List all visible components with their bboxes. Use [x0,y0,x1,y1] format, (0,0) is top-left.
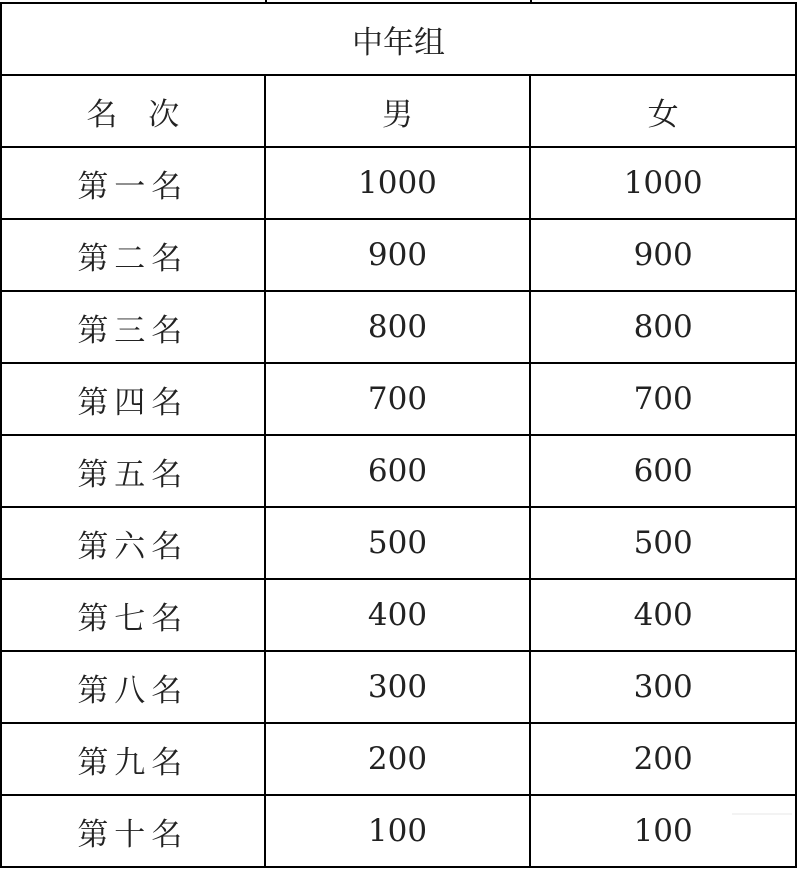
table-row [1,507,796,579]
male-value-cell: 800 [265,291,531,363]
rank-cell: 第九名 [1,723,265,795]
table-row [1,147,796,219]
male-value-cell: 400 [265,579,531,651]
rank-cell: 第十名 [1,795,265,867]
table-row [1,651,796,723]
group-title: 中年组 [1,3,796,75]
prize-table [0,2,797,868]
female-value-cell: 1000 [530,147,796,219]
header-row [1,75,796,147]
rank-cell: 第四名 [1,363,265,435]
rank-cell: 第六名 [1,507,265,579]
female-value-cell: 800 [530,291,796,363]
table-row [1,579,796,651]
female-value-cell: 900 [530,219,796,291]
table-row [1,795,796,867]
female-value-cell: 500 [530,507,796,579]
female-value-cell: 700 [530,363,796,435]
male-value-cell: 300 [265,651,531,723]
rank-cell: 第三名 [1,291,265,363]
male-value-cell: 600 [265,435,531,507]
table-row [1,435,796,507]
female-value-cell: 600 [530,435,796,507]
female-value-cell: 100 [530,795,796,867]
table-row [1,363,796,435]
female-value-cell: 200 [530,723,796,795]
male-value-cell: 1000 [265,147,531,219]
rank-cell: 第一名 [1,147,265,219]
male-value-cell: 700 [265,363,531,435]
rank-cell: 第八名 [1,651,265,723]
male-value-cell: 900 [265,219,531,291]
rank-cell: 第七名 [1,579,265,651]
female-value-cell: 300 [530,651,796,723]
header-rank: 名 次 [1,75,265,147]
table-row [1,219,796,291]
male-value-cell: 500 [265,507,531,579]
female-value-cell: 400 [530,579,796,651]
rank-cell: 第二名 [1,219,265,291]
rank-cell: 第五名 [1,435,265,507]
table-row [1,723,796,795]
male-value-cell: 200 [265,723,531,795]
faint-mark [732,813,792,815]
header-male: 男 [265,75,531,147]
group-title-row [1,3,796,75]
male-value-cell: 100 [265,795,531,867]
table-row [1,291,796,363]
header-female: 女 [530,75,796,147]
